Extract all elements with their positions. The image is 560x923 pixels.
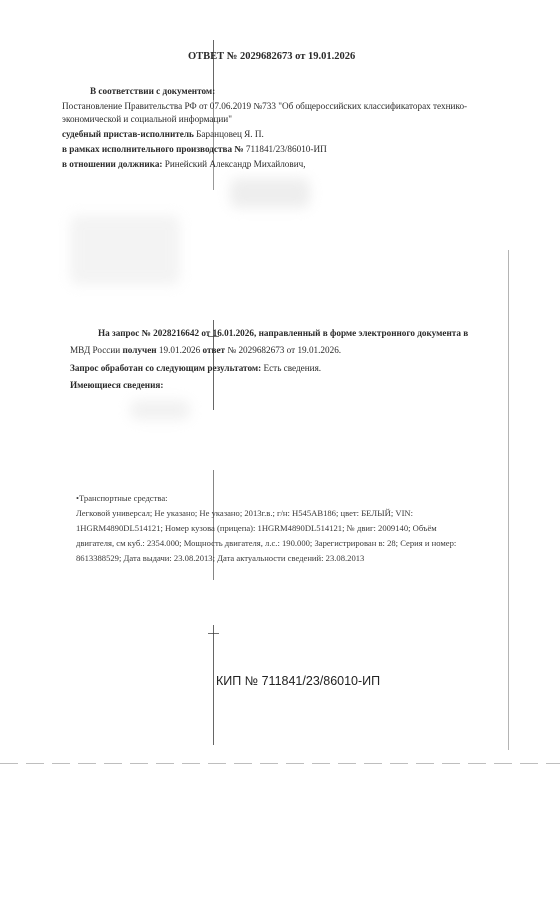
debtor-label: в отношении должника:: [62, 159, 163, 169]
decree-line-1: Постановление Правительства РФ от 07.06.2019 №733 "Об общероссийских классификаторах технико-: [62, 101, 468, 111]
result-label: Запрос обработан со следующим результатом:: [70, 363, 262, 373]
bailiff-name: Баранцовец Я. П.: [196, 129, 264, 139]
response-label: ответ: [202, 345, 226, 355]
page-edge: [508, 250, 509, 750]
proceeding-number: 711841/23/86010-ИП: [245, 144, 327, 154]
debtor-row: [62, 159, 306, 170]
received-label: получен: [122, 345, 157, 355]
document-basis-label: В соответствии с документом:: [90, 86, 216, 96]
scan-smudge: [230, 178, 310, 208]
scan-smudge: [130, 400, 190, 420]
page-bottom-edge: [0, 763, 560, 764]
result-value: Есть сведения.: [263, 363, 322, 373]
bailiff-label: судебный пристав-исполнитель: [62, 129, 194, 139]
vehicles-heading: •Транспортные средства:: [76, 493, 168, 503]
fold-line: [213, 625, 214, 745]
request-line-2: [70, 345, 341, 356]
vehicle-line-3: двигателя, см куб.: 2354.000; Мощность двигателя, л.с.: 190.000; Зарегистрирован в: 28; Серия и номер:: [76, 538, 457, 548]
scan-smudge: [70, 215, 180, 285]
response-number: № 2029682673 от 19.01.2026.: [227, 345, 342, 355]
received-date: 19.01.2026: [158, 345, 201, 355]
proceeding-label: в рамках исполнительного производства №: [62, 144, 244, 154]
decree-line-2: экономической и социальной информации": [62, 114, 232, 124]
vehicle-line-1: Легковой универсал; Не указано; Не указано; 2013г.в.; г/н: Н545АВ186; цвет: БЕЛЫЙ; VIN:: [76, 508, 414, 518]
info-label: Имеющиеся сведения:: [70, 380, 164, 390]
vehicle-line-4: 8613388529; Дата выдачи: 23.08.2013; Дата актуальности сведений: 23.08.2013: [76, 553, 365, 563]
request-number: На запрос № 2028216642 от 16.01.2026,: [98, 328, 257, 338]
request-form: направленный в форме электронного документа в: [258, 328, 469, 338]
debtor-name: Ринейский Александр Михайлович,: [164, 159, 306, 169]
document-title: ОТВЕТ № 2029682673 от 19.01.2026: [188, 51, 356, 62]
bailiff-row: [62, 129, 264, 140]
request-line-1: [98, 328, 468, 339]
vehicle-line-2: 1HGRM4890DL514121; Номер кузова (прицепа): 1HGRM4890DL514121; № двиг: 2009140; Объём: [76, 523, 437, 533]
kip-number: КИП № 711841/23/86010-ИП: [216, 674, 381, 688]
fold-tick: [208, 633, 219, 634]
agency-name: МВД России: [70, 345, 121, 355]
result-row: [70, 363, 321, 374]
proceeding-row: [62, 144, 327, 155]
